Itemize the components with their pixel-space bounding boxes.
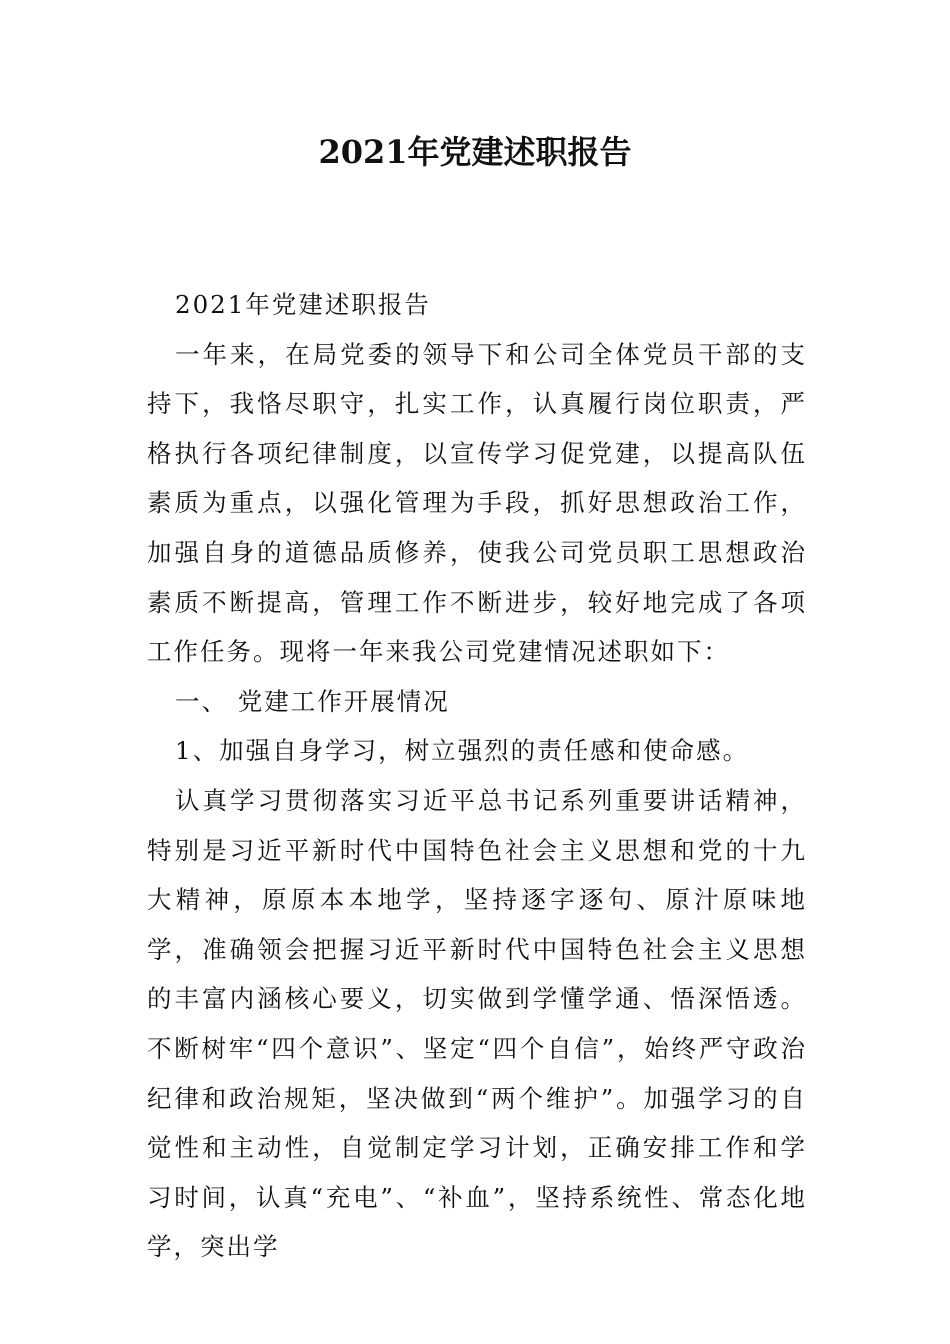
document-title: 2021年党建述职报告 bbox=[318, 133, 632, 171]
paragraph-subtitle: 2021年党建述职报告 bbox=[175, 290, 431, 319]
paragraph-intro: 一年来，在局党委的领导下和公司全体党员干部的支持下，我恪尽职守，扎实工作，认真履行岗位职责，严格执行各项纪律制度，以宣传学习促党建，以提高队伍素质为重点，以强化管理为手段，抓好思想政治工作，加强自身的道德品质修养，使我公司党员职工思想政治素质不断提高，管理工作不断进步，较好地完成了各项工作任务。现将一年来我公司党建情况述职如下： bbox=[147, 339, 807, 667]
document-body bbox=[147, 280, 807, 1272]
subsection-heading-1: 1、加强自身学习，树立强烈的责任感和使命感。 bbox=[175, 736, 750, 766]
section-heading-1: 一、 党建工作开展情况 bbox=[175, 686, 450, 716]
paragraph-study: 认真学习贯彻落实习近平总书记系列重要讲话精神，特别是习近平新时代中国特色社会主义思想和党的十九大精神，原原本本地学，坚持逐字逐句、原汁原味地学，准确领会把握习近平新时代中国特色社会主义思想的丰富内涵核心要义，切实做到学懂学通、悟深悟透。不断树牢“四个意识”、坚定“四个自信”，始终严守政治纪律和政治规矩，坚决做到“两个维护”。加强学习的自觉性和主动性，自觉制定学习计划，正确安排工作和学习时间，认真“充电”、“补血”，坚持系统性、常态化地学，突出学 bbox=[147, 785, 807, 1262]
